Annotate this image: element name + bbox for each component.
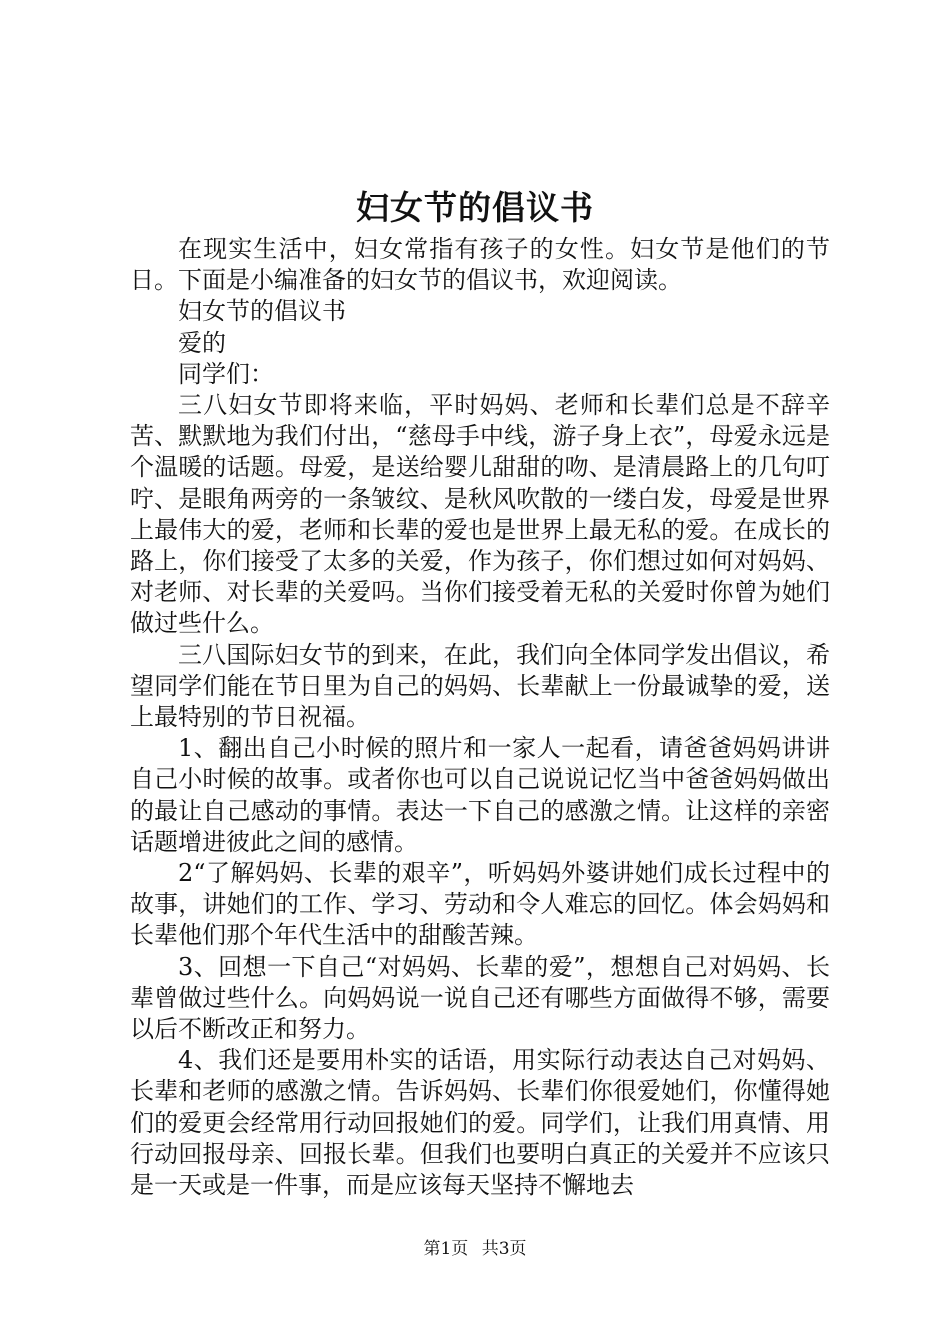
intro-paragraph: 在现实生活中，妇女常指有孩子的女性。妇女节是他们的节日。下面是小编准备的妇女节的倡议书，欢迎阅读。 [130,235,830,295]
body-paragraph: 三八妇女节即将来临，平时妈妈、老师和长辈们总是不辞辛苦、默默地为我们付出，“慈母手中线，游子身上衣”，母爱永远是个温暖的话题。母爱，是送给婴儿甜甜的吻、是清晨路上的几句叮咛、是眼角两旁的一条皱纹、是秋风吹散的一缕白发，母爱是世界上最伟大的爱，老师和长辈的爱也是世界上最无私的爱。在成长的路上，你们接受了太多的关爱，作为孩子，你们想过如何对妈妈、对老师、对长辈的关爱吗。当你们接受着无私的关爱时你曾为她们做过些什么。 [130,391,830,638]
page-total: 共3页 [481,1239,527,1259]
salutation-line-1: 爱的 [178,328,226,357]
body-paragraph: 三八国际妇女节的到来，在此，我们向全体同学发出倡议，希望同学们能在节日里为自己的妈妈、长辈献上一份最诚挚的爱，送上最特别的节日祝福。 [130,640,830,732]
list-item-4: 4、我们还是要用朴实的话语，用实际行动表达自己对妈妈、长辈和老师的感激之情。告诉妈妈、长辈们你很爱她们，你懂得她们的爱更会经常用行动回报她们的爱。同学们，让我们用真情、用行动回报母亲、回报长辈。但我们也要明白真正的关爱并不应该只是一天或是一件事，而是应该每天坚持不懈地去 [130,1046,830,1200]
page-number: 第1页 [423,1239,469,1259]
page-footer [0,1237,950,1261]
salutation-line-2: 同学们： [178,359,274,388]
letter-heading: 妇女节的倡议书 [178,297,346,326]
document-body [130,234,830,1201]
document-title: 妇女节的倡议书 [356,188,594,227]
list-item-2: 2“了解妈妈、长辈的艰辛”，听妈妈外婆讲她们成长过程中的故事，讲她们的工作、学习、劳动和令人难忘的回忆。体会妈妈和长辈他们那个年代生活中的甜酸苦辣。 [130,859,830,950]
list-item-1: 1、翻出自己小时候的照片和一家人一起看，请爸爸妈妈讲讲自己小时候的故事。或者你也可以自己说说记忆当中爸爸妈妈做出的最让自己感动的事情。表达一下自己的感激之情。让这样的亲密话题增进彼此之间的感情。 [130,734,830,856]
list-item-3: 3、回想一下自己“对妈妈、长辈的爱”，想想自己对妈妈、长辈曾做过些什么。向妈妈说一说自己还有哪些方面做得不够，需要以后不断改正和努力。 [130,952,830,1044]
